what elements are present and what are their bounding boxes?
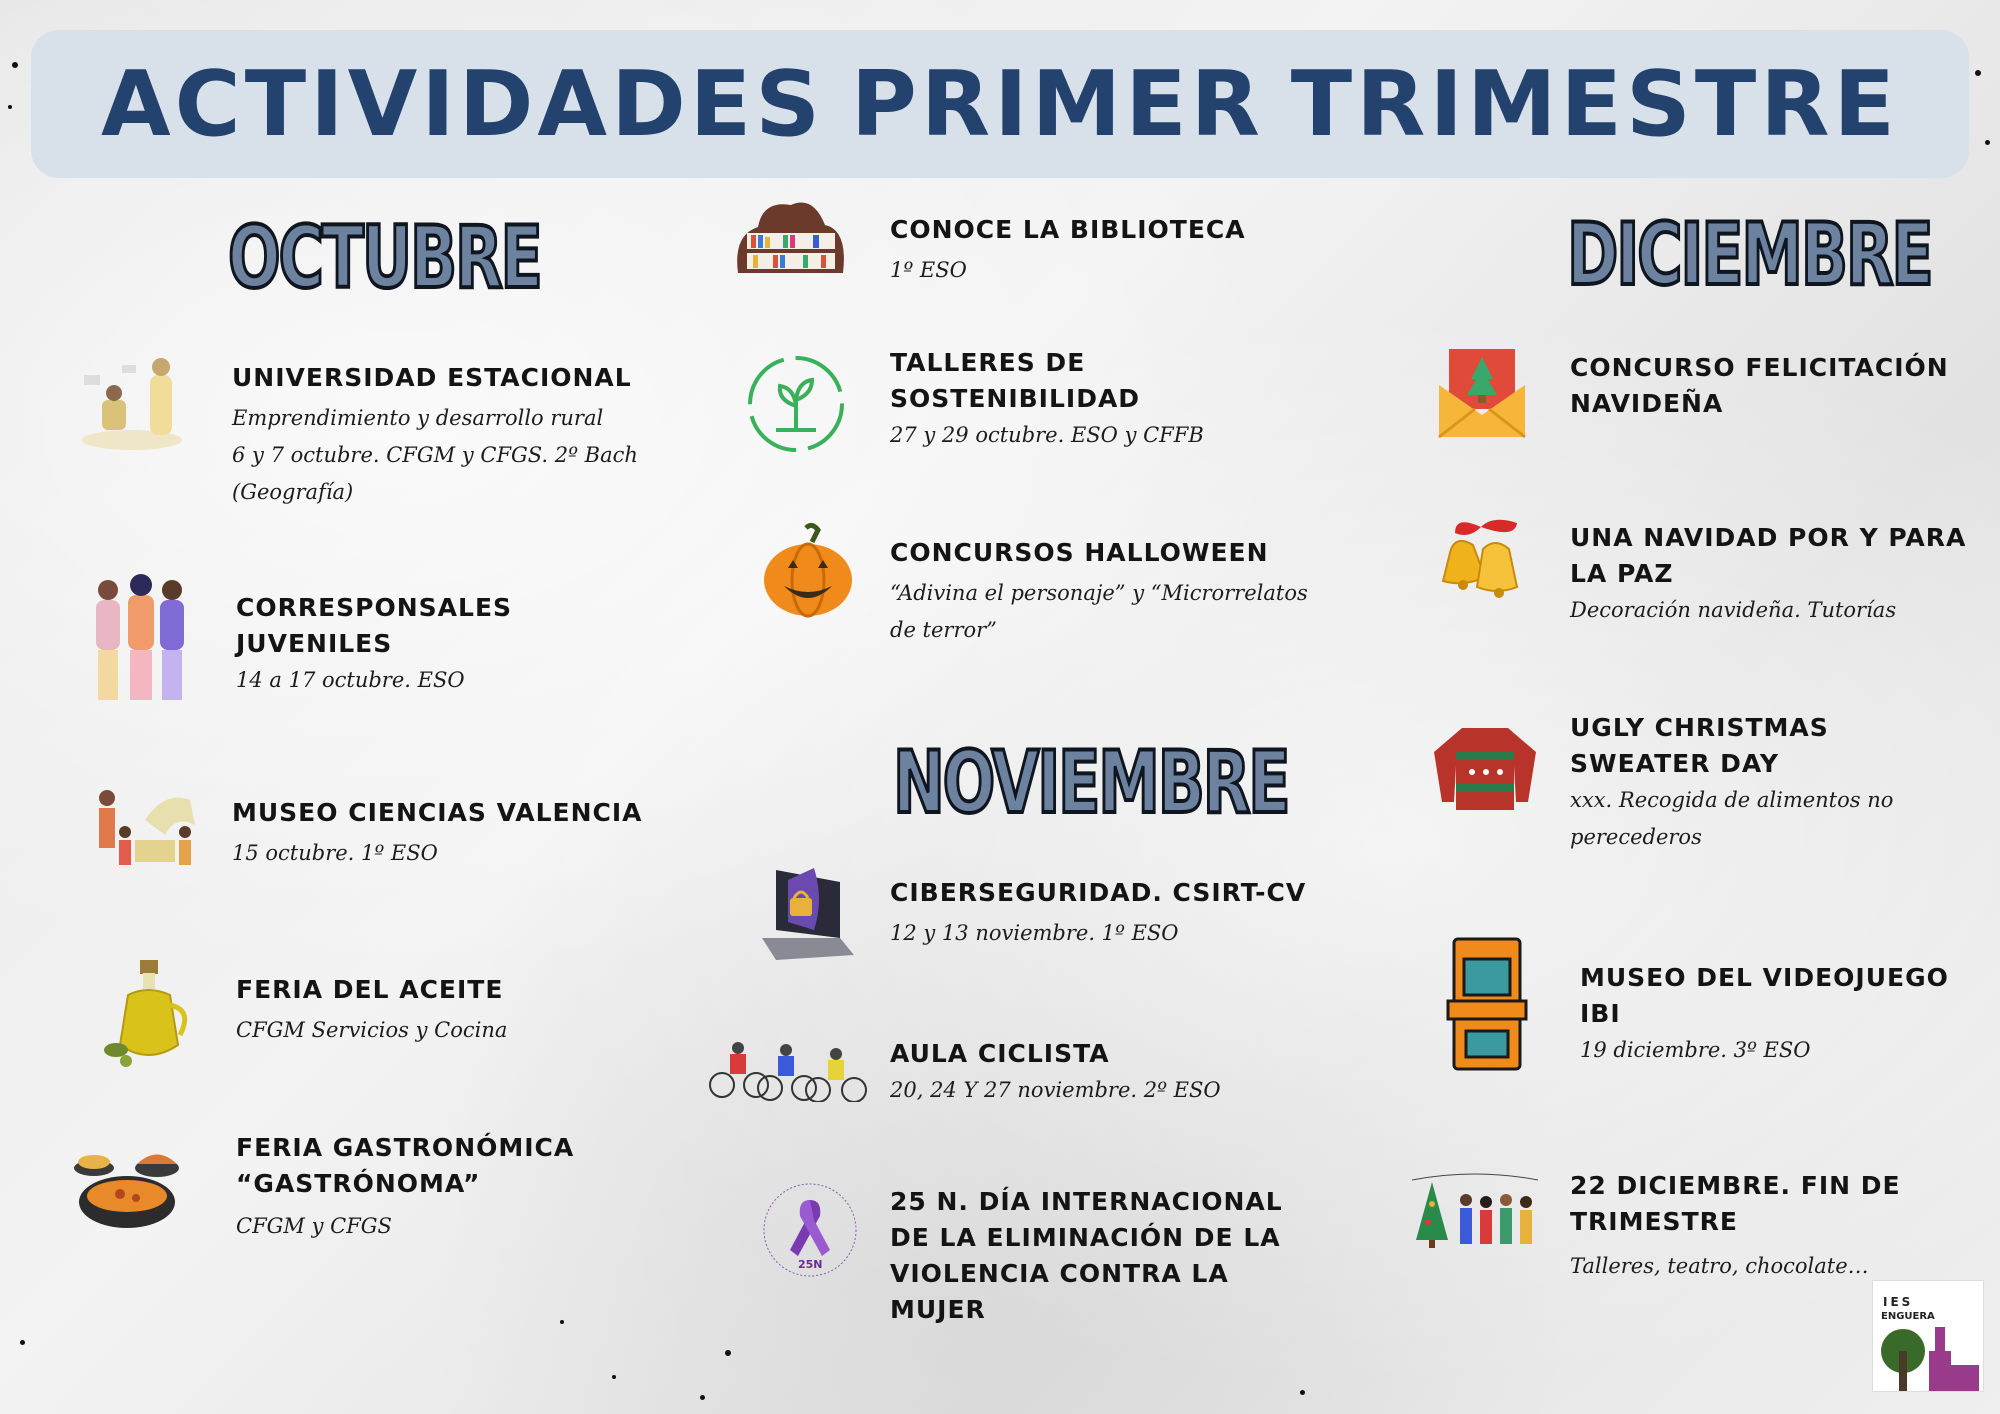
activity-ugly-sweater bbox=[1570, 710, 1893, 856]
activity-title: IBI bbox=[1580, 999, 1621, 1028]
activity-aula-ciclista bbox=[890, 1036, 1221, 1109]
activity-title: CONCURSOS HALLOWEEN bbox=[890, 538, 1269, 567]
school-logo bbox=[1872, 1280, 1984, 1392]
youth-group-icon bbox=[88, 565, 198, 705]
ribbon-code: 25N bbox=[798, 1258, 823, 1271]
activity-title: “GASTRÓNOMA” bbox=[236, 1169, 481, 1198]
activity-title: TRIMESTRE bbox=[1570, 1207, 1738, 1236]
bookshelf-icon bbox=[733, 195, 848, 280]
arcade-machine-icon bbox=[1444, 935, 1530, 1073]
science-museum-icon bbox=[95, 780, 205, 875]
activity-title: 25 N. DÍA INTERNACIONAL bbox=[890, 1187, 1283, 1216]
activity-detail: xxx. Recogida de alimentos no bbox=[1570, 788, 1894, 812]
activity-detail: 12 y 13 noviembre. 1º ESO bbox=[890, 921, 1179, 945]
ugly-sweater-icon bbox=[1428, 722, 1542, 814]
activity-25n bbox=[890, 1184, 1283, 1328]
title-word-3: TRIMESTRE bbox=[1290, 51, 1899, 157]
activity-fin-trimestre bbox=[1570, 1168, 1901, 1285]
activity-title: TALLERES DE bbox=[890, 348, 1086, 377]
logo-text-enguera: ENGUERA bbox=[1881, 1311, 1935, 1322]
activity-concurso-felicitacion bbox=[1570, 350, 1949, 422]
activity-title: FERIA DEL ACEITE bbox=[236, 975, 504, 1004]
olive-oil-icon bbox=[98, 955, 198, 1080]
activity-title: CONCURSO FELICITACIÓN bbox=[1570, 353, 1949, 382]
title-word-2: PRIMER bbox=[850, 51, 1264, 157]
food-dish-icon bbox=[72, 1140, 182, 1235]
activity-navidad-paz bbox=[1570, 520, 1966, 629]
workers-icon bbox=[72, 345, 192, 455]
activity-title: UNIVERSIDAD ESTACIONAL bbox=[232, 363, 632, 392]
speck bbox=[725, 1350, 731, 1356]
activity-title: UNA NAVIDAD POR Y PARA bbox=[1570, 523, 1967, 552]
speck bbox=[1300, 1390, 1305, 1395]
pumpkin-icon bbox=[760, 520, 855, 620]
activity-detail: “Adivina el personaje” y “Microrrelatos bbox=[890, 581, 1308, 605]
activity-detail: 15 octubre. 1º ESO bbox=[232, 841, 438, 865]
activity-detail: Emprendimiento y desarrollo rural bbox=[232, 406, 604, 430]
activity-title: AULA CICLISTA bbox=[890, 1039, 1110, 1068]
activity-detail: 6 y 7 octubre. CFGM y CFGS. 2º Bach bbox=[232, 443, 638, 467]
activity-detail: 19 diciembre. 3º ESO bbox=[1580, 1038, 1811, 1062]
activity-feria-aceite bbox=[236, 972, 507, 1049]
activity-detail: Talleres, teatro, chocolate… bbox=[1570, 1254, 1869, 1278]
activity-detail: CFGM y CFGS bbox=[236, 1214, 392, 1238]
activity-title: MUSEO DEL VIDEOJUEGO bbox=[1580, 963, 1949, 992]
activity-title: CIBERSEGURIDAD. CSIRT-CV bbox=[890, 878, 1307, 907]
activity-corresponsales-juveniles bbox=[236, 590, 512, 699]
activity-title: MUJER bbox=[890, 1295, 986, 1324]
activity-detail: de terror” bbox=[890, 618, 997, 642]
activity-detail: 20, 24 Y 27 noviembre. 2º ESO bbox=[890, 1078, 1221, 1102]
cybersecurity-laptop-icon bbox=[758, 860, 858, 965]
activity-title: VIOLENCIA CONTRA LA bbox=[890, 1259, 1229, 1288]
month-heading-diciembre: DICIEMBRE bbox=[1567, 205, 1932, 305]
christmas-bells-icon bbox=[1425, 515, 1537, 605]
activity-conoce-biblioteca bbox=[890, 212, 1246, 289]
activity-title: JUVENILES bbox=[236, 629, 393, 658]
month-heading-noviembre: NOVIEMBRE bbox=[893, 733, 1289, 833]
activity-detail: (Geografía) bbox=[232, 480, 354, 504]
activity-title: UGLY CHRISTMAS bbox=[1570, 713, 1829, 742]
title-word-1: ACTIVIDADES bbox=[101, 51, 825, 157]
activity-title: CONOCE LA BIBLIOTECA bbox=[890, 215, 1246, 244]
activity-title: NAVIDEÑA bbox=[1570, 389, 1724, 418]
page-title bbox=[31, 30, 1969, 178]
speck bbox=[1975, 70, 1981, 76]
activity-title: FERIA GASTRONÓMICA bbox=[236, 1133, 575, 1162]
activity-feria-gastronomica bbox=[236, 1130, 574, 1245]
speck bbox=[612, 1375, 616, 1379]
christmas-card-icon bbox=[1435, 345, 1530, 440]
speck bbox=[700, 1395, 705, 1400]
logo-tower-icon bbox=[1873, 1321, 1983, 1391]
activity-concursos-halloween bbox=[890, 535, 1308, 649]
speck bbox=[1985, 140, 1990, 145]
activity-title: SOSTENIBILIDAD bbox=[890, 384, 1141, 413]
purple-ribbon-emblem bbox=[760, 1180, 860, 1280]
cyclists-icon bbox=[708, 1030, 870, 1102]
speck bbox=[8, 105, 12, 109]
activity-title: LA PAZ bbox=[1570, 559, 1674, 588]
activity-detail: perecederos bbox=[1570, 825, 1702, 849]
speck bbox=[20, 1340, 25, 1345]
sustainability-icon bbox=[742, 350, 850, 458]
activity-title: MUSEO CIENCIAS VALENCIA bbox=[232, 798, 643, 827]
activity-museo-ciencias bbox=[232, 795, 643, 872]
christmas-party-icon bbox=[1410, 1170, 1540, 1250]
speck bbox=[12, 62, 18, 68]
activity-detail: CFGM Servicios y Cocina bbox=[236, 1018, 508, 1042]
activity-title: CORRESPONSALES bbox=[236, 593, 513, 622]
activity-detail: 27 y 29 octubre. ESO y CFFB bbox=[890, 423, 1204, 447]
activity-universidad-estacional bbox=[232, 360, 638, 511]
activity-detail: 1º ESO bbox=[890, 258, 967, 282]
month-heading-octubre: OCTUBRE bbox=[228, 208, 541, 308]
activity-ciberseguridad bbox=[890, 875, 1306, 952]
activity-title: 22 DICIEMBRE. FIN DE bbox=[1570, 1171, 1901, 1200]
activity-title: SWEATER DAY bbox=[1570, 749, 1779, 778]
activity-talleres-sostenibilidad bbox=[890, 345, 1204, 454]
activity-museo-videojuego bbox=[1580, 960, 1949, 1069]
activity-detail: Decoración navideña. Tutorías bbox=[1570, 598, 1897, 622]
speck bbox=[560, 1320, 564, 1324]
activity-detail: 14 a 17 octubre. ESO bbox=[236, 668, 465, 692]
activity-title: DE LA ELIMINACIÓN DE LA bbox=[890, 1223, 1281, 1252]
logo-text-ies: IES bbox=[1883, 1295, 1914, 1309]
